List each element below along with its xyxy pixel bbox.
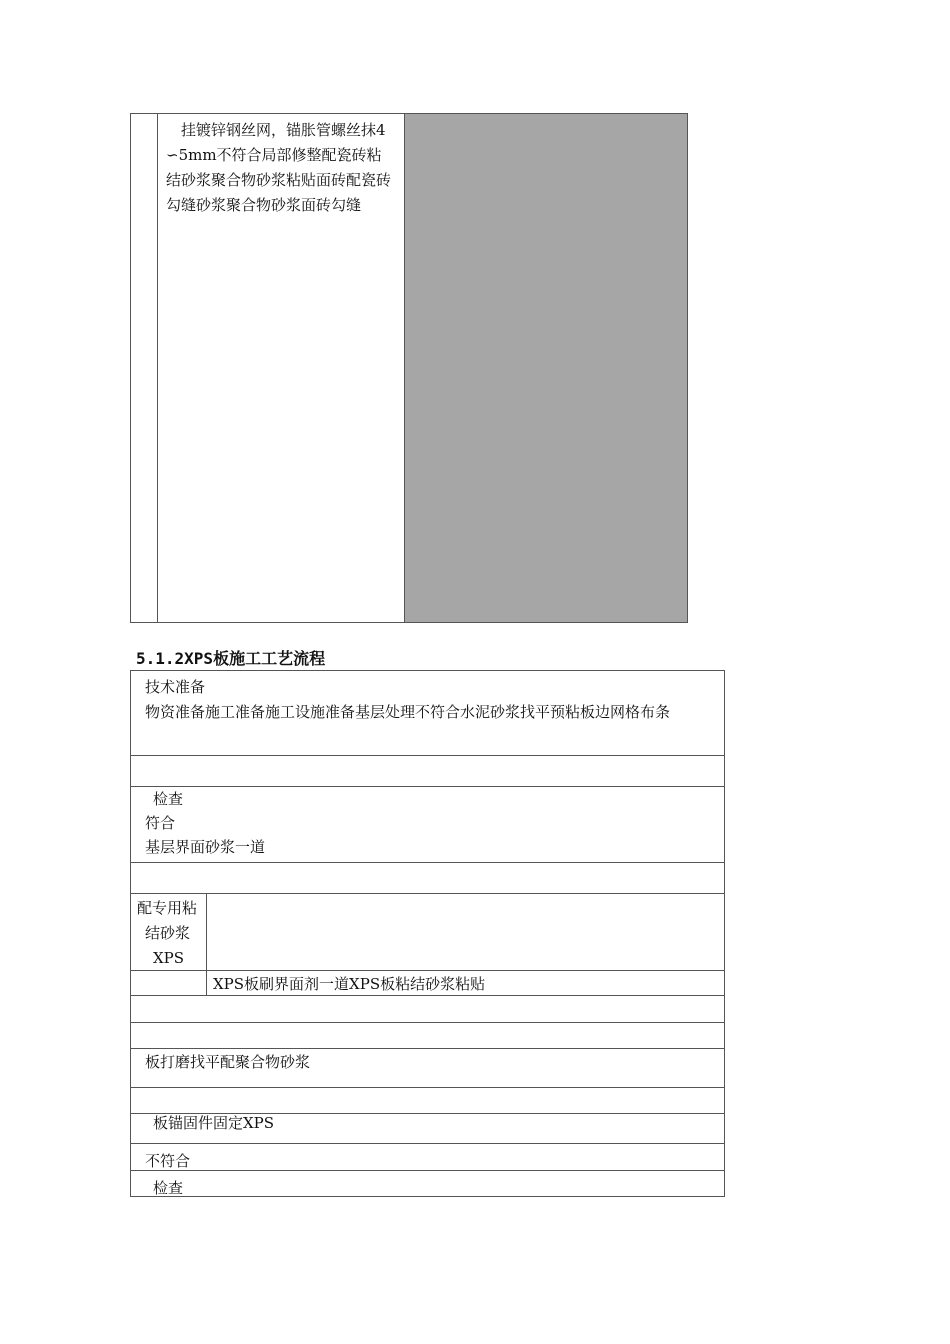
- flow-text-fail: 不符合: [145, 1152, 191, 1170]
- section-heading: 5.1.2XPS板施工工艺流程: [136, 649, 326, 668]
- flow-row-5-left-cell: [131, 894, 207, 970]
- top-table-index-column: [131, 114, 158, 622]
- flow-row-6-left-cell: [131, 971, 207, 995]
- flow-text-interface-mortar: 基层界面砂浆一道: [145, 838, 266, 856]
- flow-text-pass: 符合: [145, 814, 176, 832]
- flow-text-check: 检查: [153, 790, 184, 808]
- flow-text-xps-bonding: XPS板刷界面剂一道XPS板粘结砂浆粘贴: [213, 975, 486, 993]
- flow-row-7: [130, 996, 725, 1023]
- flow-text-sanding: 板打磨找平配聚合物砂浆: [145, 1053, 311, 1071]
- flow-text-xps: XPS: [153, 949, 185, 967]
- flow-row-8: [130, 1023, 725, 1049]
- flow-row-4: [130, 863, 725, 894]
- flow-row-11: [130, 1114, 725, 1144]
- flow-row-6: [130, 971, 725, 996]
- flow-row-12: [130, 1144, 725, 1171]
- flow-row-2: [130, 756, 725, 787]
- flow-row-13: [130, 1171, 725, 1197]
- top-table-cell-text: 挂镀锌钢丝网，锚胀管螺丝抹4∽5mm不符合局部修整配瓷砖粘结砂浆聚合物砂浆粘贴面砖配瓷砖勾缝砂浆聚合物砂浆面砖勾缝: [166, 121, 392, 214]
- flow-row-5: [130, 894, 725, 971]
- flow-row-1: [130, 670, 725, 756]
- flow-text-anchor-fix: 板锚固件固定XPS: [153, 1114, 275, 1132]
- flow-text-check-2: 检查: [153, 1179, 184, 1197]
- flow-row-3: [130, 787, 725, 863]
- top-table-shaded-cell: [405, 114, 687, 622]
- flow-row-9: [130, 1049, 725, 1088]
- top-table-text-cell: [158, 114, 405, 622]
- flow-text-tech-prep: 技术准备: [145, 678, 206, 696]
- flow-text-bonding-mortar: 结砂浆: [145, 924, 191, 942]
- top-table: [130, 113, 688, 623]
- flow-text-prep-chain: 物资准备施工准备施工设施准备基层处理不符合水泥砂浆找平预粘板边网格布条: [145, 703, 671, 721]
- flow-text-special-adhesive: 配专用粘: [137, 899, 198, 917]
